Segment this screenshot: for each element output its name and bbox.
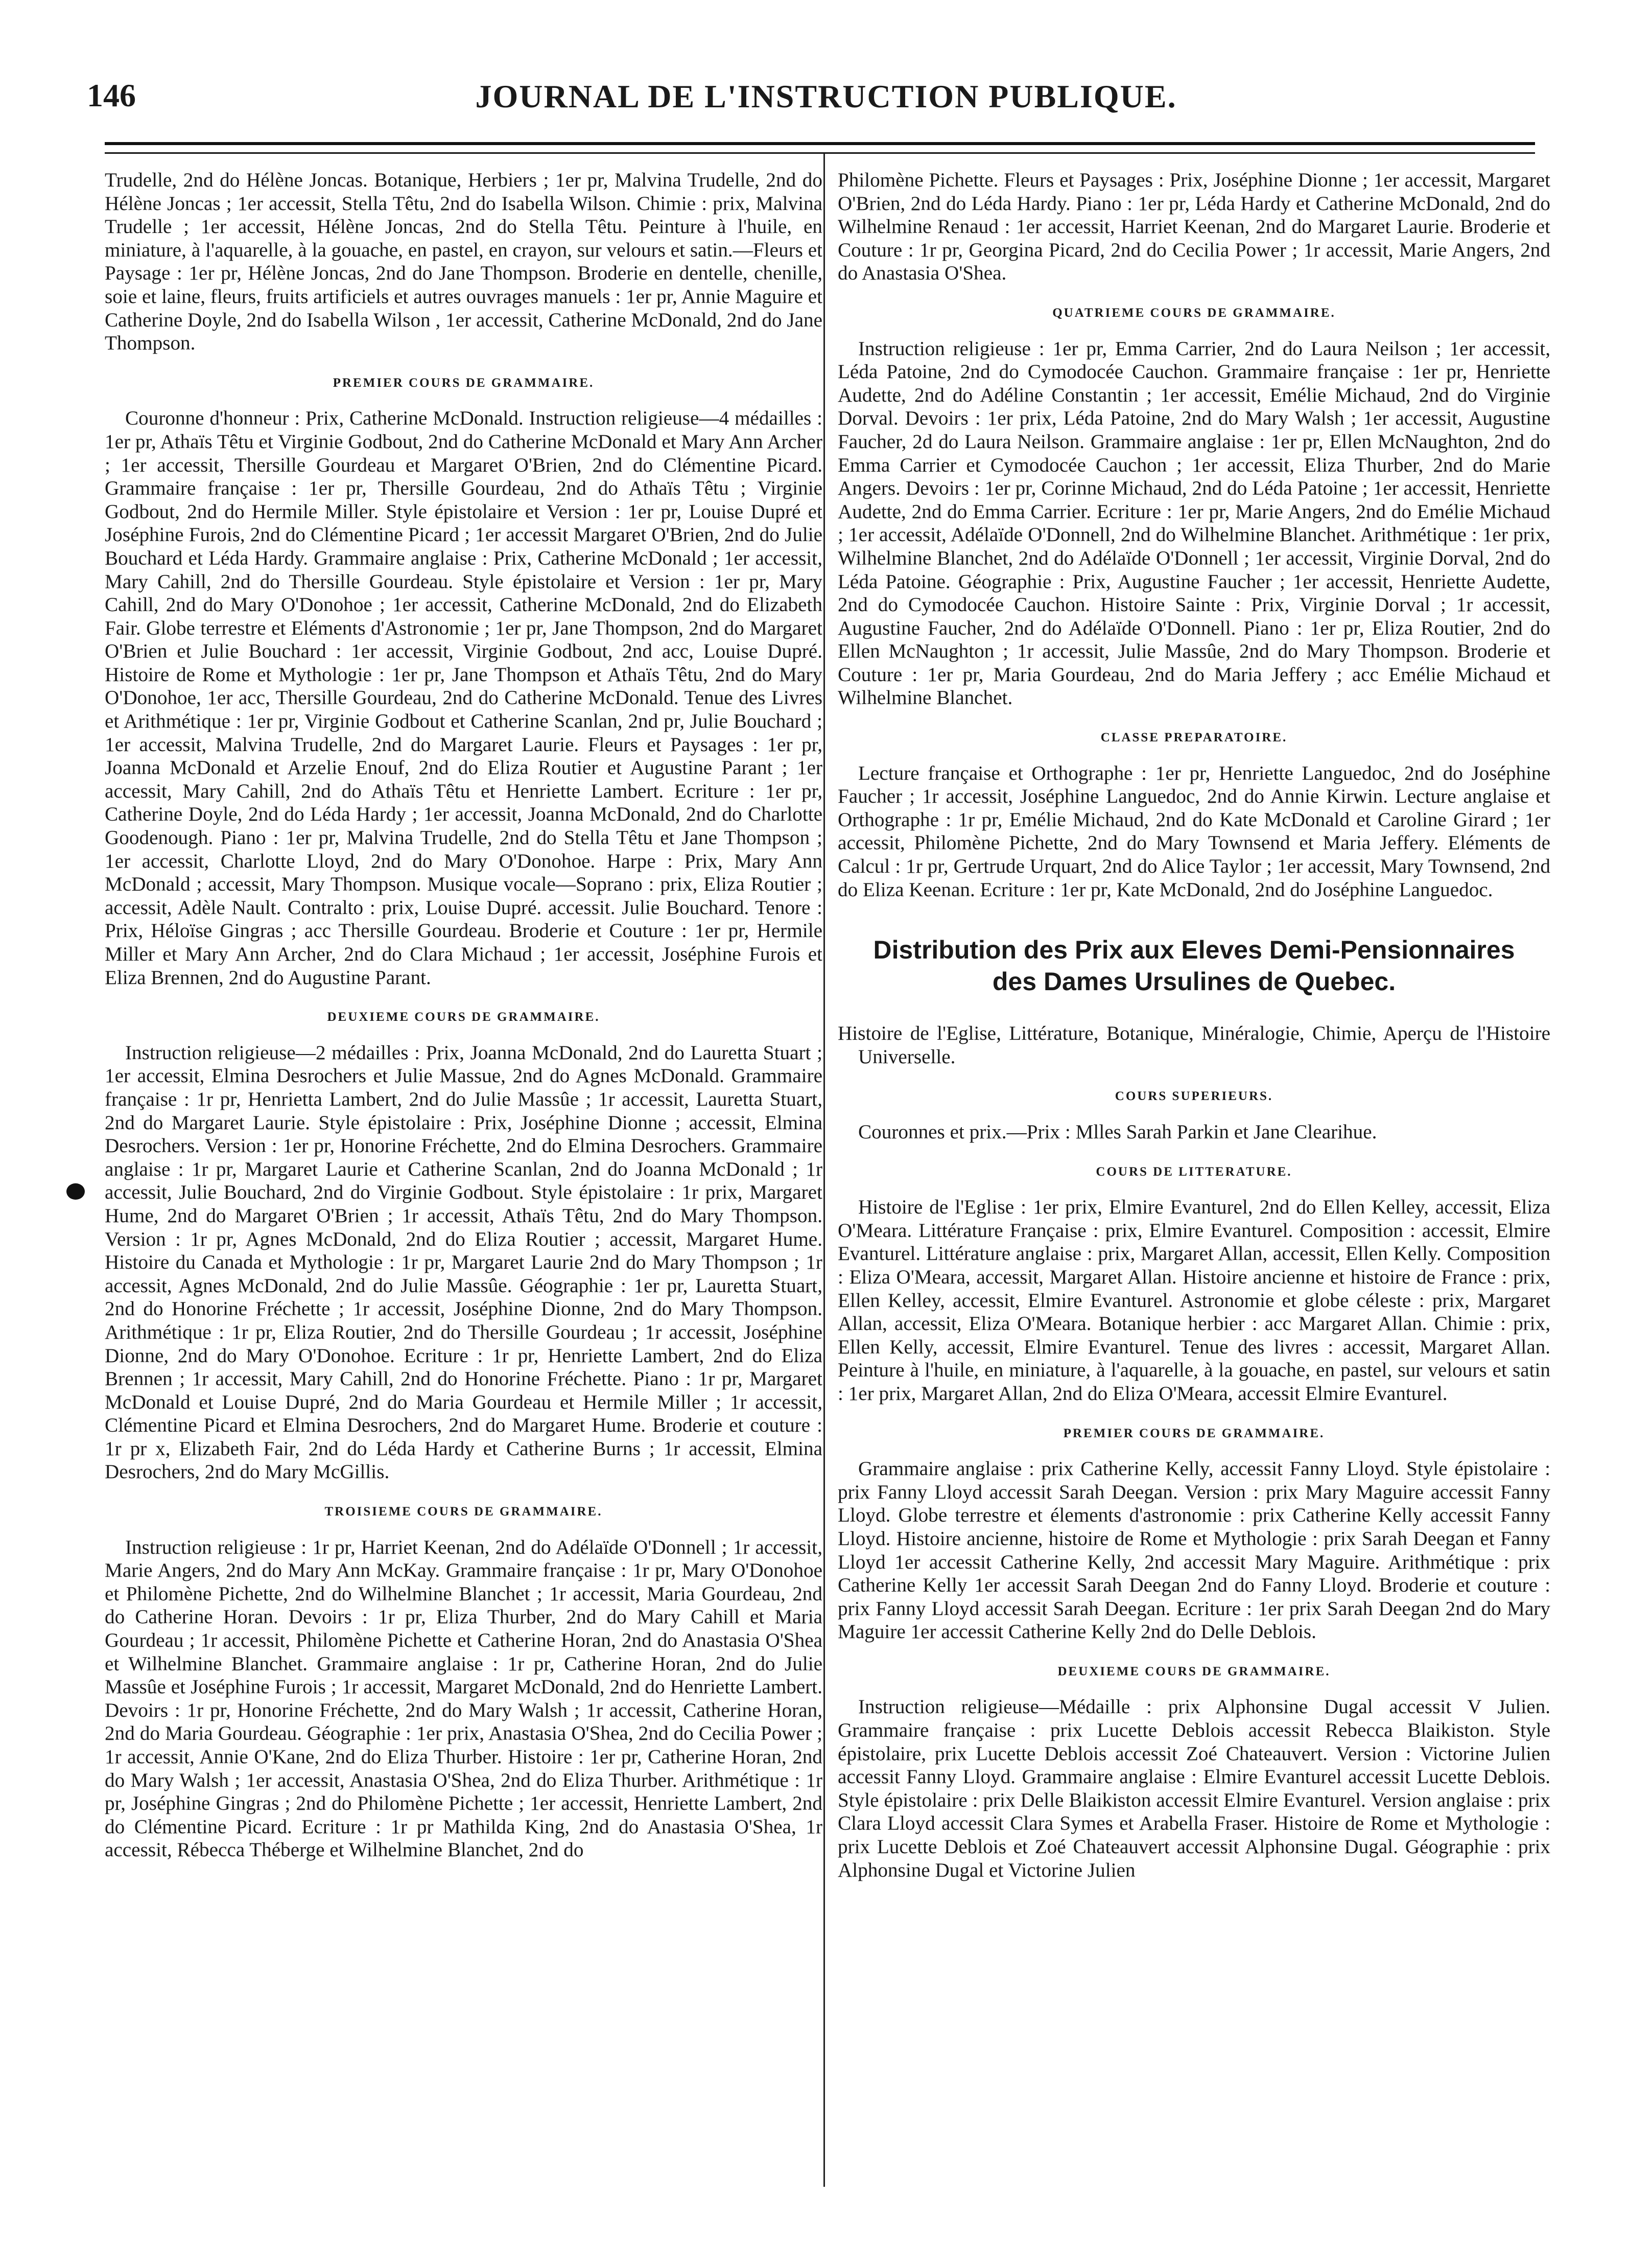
section-heading: TROISIEME COURS DE GRAMMAIRE. <box>324 1505 603 1519</box>
paragraph: Couronnes et prix.—Prix : Mlles Sarah Parkin et Jane Clearihue. <box>858 1121 1377 1143</box>
paragraph: Trudelle, 2nd do Hélène Joncas. Botanique, Herbiers ; 1er pr, Malvina Trudelle, 2nd do Hélène Joncas ; 1er accessit, Stella Têtu, 2nd do Isabella Wilson. Chimie : prix, Malvina Trudelle ; 1er accessit, Hélène Joncas, 2nd do Stella Têtu. Peinture à l'huile, en miniature, à l'aquarelle, à la gouache, en pastel, en crayon, sur velours et satin.—Fleurs et Paysage : 1er pr, Hélène Joncas, 2nd do Jane Thompson. Broderie en dentelle, chenille, soie et laine, fleurs, fruits artificiels et autres ouvrages manuels : 1er pr, Annie Maguire et Catherine Doyle, 2nd do Isabella Wilson , 1er accessit, Catherine McDonald, 2nd do Jane Thompson. <box>105 169 822 355</box>
section-heading: CLASSE PREPARATOIRE. <box>1100 731 1288 745</box>
section-heading: COURS SUPERIEURS. <box>1115 1089 1273 1104</box>
paragraph: Histoire de l'Eglise : 1er prix, Elmire Evanturel, 2nd do Ellen Kelley, accessit, Eliza O'Meara. Littérature Française : prix, Elmire Evanturel. Composition : accessit, Elmire Evanturel. Littérature anglaise : prix, Margaret Allan, accessit, Ellen Kelly. Composition : Eliza O'Meara, accessit, Margaret Allan. Histoire ancienne et histoire de France : prix, Ellen Kelley, accessit, Elmire Evanturel. Astronomie et globe céleste : prix, Margaret Allan, accessit, Eliza O'Meara. Botanique herbier : acc Margaret Allan. Chimie : prix, Ellen Kelly, accessit, Elmire Evanturel. Tenue des livres : accessit, Margaret Allan. Peinture à l'huile, en miniature, à l'aquarelle, à la gouache, en pastel, sur velours et satin : 1er prix, Margaret Allan, 2nd do Eliza O'Meara, accessit Elmire Evanturel. <box>838 1196 1550 1405</box>
article-title <box>838 934 1550 997</box>
paragraph: Grammaire anglaise : prix Catherine Kelly, accessit Fanny Lloyd. Style épistolaire : prix Fanny Lloyd accessit Sarah Deegan. Version : prix Mary Maguire accessit Fanny Lloyd. Globe terrestre et élements d'astronomie : prix Catherine Kelly accessit Fanny Lloyd. Histoire ancienne, histoire de Rome et Mythologie : prix Sarah Deegan et Fanny Lloyd 1er accessit Catherine Kelly, 2nd accessit Mary Maguire. Arithmétique : prix Catherine Kelly 1er accessit Sarah Deegan 2nd do Fanny Lloyd. Broderie et couture : prix Fanny Lloyd accessit Sarah Deegan. Ecriture : 1er prix Sarah Deegan 2nd do Mary Maguire 1er accessit Catherine Kelly 2nd do Delle Deblois. <box>838 1458 1550 1643</box>
page-number: 146 <box>87 77 136 113</box>
running-head: JOURNAL DE L'INSTRUCTION PUBLIQUE. <box>475 78 1177 114</box>
paragraph: Philomène Pichette. Fleurs et Paysages : Prix, Joséphine Dionne ; 1er accessit, Margaret O'Brien, 2nd do Léda Hardy. Piano : 1er pr, Léda Hardy et Catherine McDonald, 2nd do Wilhelmine Renaud : 1er accessit, Harriet Keenan, 2nd do Margaret Laurie. Broderie et Couture : 1r pr, Georgina Picard, 2nd do Cecilia Power ; 1r accessit, Marie Angers, 2nd do Anastasia O'Shea. <box>838 169 1550 285</box>
section-heading: PREMIER COURS DE GRAMMAIRE. <box>333 376 595 390</box>
section-heading: QUATRIEME COURS DE GRAMMAIRE. <box>1052 306 1336 320</box>
article-title-line: des Dames Ursulines de Quebec. <box>992 967 1396 996</box>
article-title-line: Distribution des Prix aux Eleves Demi-Pensionnaires <box>873 936 1515 965</box>
subject-list: Histoire de l'Eglise, Littérature, Botanique, Minéralogie, Chimie, Aperçu de l'Histoire Universelle. <box>838 1022 1550 1068</box>
paragraph: Instruction religieuse : 1r pr, Harriet Keenan, 2nd do Adélaïde O'Donnell ; 1r accessit, Marie Angers, 2nd do Mary Ann McKay. Grammaire française : 1r pr, Mary O'Donohoe et Philomène Pichette, 2nd do Wilhelmine Blanchet ; 1r accessit, Maria Gourdeau, 2nd do Catherine Horan. Devoirs : 1r pr, Eliza Thurber, 2nd do Mary Cahill et Maria Gourdeau ; 1r accessit, Philomène Pichette et Catherine Horan, 2nd do Anastasia O'Shea et Wilhelmine Blanchet. Grammaire anglaise : 1r pr, Catherine Horan, 2nd do Julie Massûe et Joséphine Furois ; 1r accessit, Margaret McDonald, 2nd do Henriette Lambert. Devoirs : 1r pr, Honorine Fréchette, 2nd do Mary Walsh ; 1r accessit, Catherine Horan, 2nd do Maria Gourdeau. Géographie : 1er prix, Anastasia O'Shea, 2nd do Cecilia Power ; 1r accessit, Annie O'Kane, 2nd do Eliza Thurber. Histoire : 1er pr, Catherine Horan, 2nd do Mary Walsh ; 1er accessit, Anastasia O'Shea, 2nd do Eliza Thurber. Arithmétique : 1r pr, Joséphine Gingras ; 2nd do Philomène Pichette ; 1er accessit, Henriette Lambert, 2nd do Clémentine Picard. Ecriture : 1r pr Mathilda King, 2nd do Anastasia O'Shea, 1r accessit, Rébecca Théberge et Wilhelmine Blanchet, 2nd do <box>105 1536 822 1861</box>
right-column <box>838 169 1550 1882</box>
paragraph: Instruction religieuse : 1er pr, Emma Carrier, 2nd do Laura Neilson ; 1er accessit, Léda Patoine, 2nd do Cymodocée Cauchon. Grammaire française : 1er pr, Henriette Audette, 2nd do Adéline Constantin ; 1er accessit, Emélie Michaud, 2nd do Virginie Dorval. Devoirs : 1er prix, Léda Patoine, 2nd do Mary Walsh ; 1er accessit, Augustine Faucher, 2d do Laura Neilson. Grammaire anglaise : 1er pr, Ellen McNaughton, 2nd do Emma Carrier et Cymodocée Cauchon ; 1er accessit, Eliza Thurber, 2nd do Marie Angers. Devoirs : 1er pr, Corinne Michaud, 2nd do Léda Patoine ; 1er accessit, Henriette Audette, 2nd do Emma Carrier. Ecriture : 1er pr, Marie Angers, 2nd do Emélie Michaud ; 1er accessit, Adélaïde O'Donnell, 2nd do Wilhelmine Blanchet. Arithmétique : 1er prix, Wilhelmine Blanchet, 2nd do Adélaïde O'Donnell ; 1er accessit, Virginie Dorval, 2nd do Léda Patoine. Géographie : Prix, Augustine Faucher ; 1er accessit, Henriette Audette, 2nd do Cymodocée Cauchon. Histoire Sainte : Prix, Virginie Dorval ; 1r accessit, Augustine Faucher, 2nd do Adélaïde O'Donnell. Piano : 1er pr, Eliza Routier, 2nd do Ellen McNaughton ; 1r accessit, Julie Massûe, 2nd do Mary Thompson. Broderie et Couture : 1er pr, Maria Gourdeau, 2nd do Maria Jeffery ; acc Emélie Michaud et Wilhelmine Blanchet. <box>838 337 1550 709</box>
paragraph: Couronne d'honneur : Prix, Catherine McDonald. Instruction religieuse—4 médailles : 1er pr, Athaïs Têtu et Virginie Godbout, 2nd do Catherine McDonald et Mary Ann Archer ; 1er accessit, Thersille Gourdeau et Margaret O'Brien, 2nd do Clémentine Picard. Grammaire française : 1er pr, Thersille Gourdeau, 2nd do Athaïs Têtu ; Virginie Godbout, 2nd do Hermile Miller. Style épistolaire et Version : 1er pr, Louise Dupré et Joséphine Furois, 2nd do Clémentine Picard ; 1er accessit Margaret O'Brien, 2nd do Julie Bouchard et Léda Hardy. Grammaire anglaise : Prix, Catherine McDonald ; 1er accessit, Mary Cahill, 2nd do Thersille Gourdeau. Style épistolaire et Version : 1er pr, Mary Cahill, 2nd do Mary O'Donohoe ; 1er accessit, Catherine McDonald, 2nd do Elizabeth Fair. Globe terrestre et Eléments d'Astronomie ; 1er pr, Jane Thompson, 2nd do Margaret O'Brien et Julie Bouchard : 1er accessit, Virginie Godbout, 2nd acc, Louise Dupré. Histoire de Rome et Mythologie : 1er pr, Jane Thompson et Athaïs Têtu, 2nd do Mary O'Donohoe, 1er acc, Thersille Gourdeau, 2nd do Catherine McDonald. Tenue des Livres et Arithmétique : 1er pr, Virginie Godbout et Catherine Scanlan, 2nd pr, Julie Bouchard ; 1er accessit, Malvina Trudelle, 2nd do Margaret Laurie. Fleurs et Paysages : 1er pr, Joanna McDonald et Arzelie Enouf, 2nd do Eliza Routier et Augustine Parant ; 1er accessit, Mary Cahill, 2nd do Athaïs Têtu et Henriette Lambert. Ecriture : 1er pr, Catherine Doyle, 2nd do Léda Hardy ; 1er accessit, Joanna McDonald, 2nd do Charlotte Goodenough. Piano : 1er pr, Malvina Trudelle, 2nd do Stella Têtu et Jane Thompson ; 1er accessit, Charlotte Lloyd, 2nd do Mary O'Donohoe. Harpe : Prix, Mary Ann McDonald ; accessit, Mary Thompson. Musique vocale—Soprano : prix, Eliza Routier ; accessit, Adèle Nault. Contralto : prix, Louise Dupré. accessit. Julie Bouchard. Tenore : Prix, Héloïse Gingras ; acc Thersille Gourdeau. Broderie et Couture : 1er pr, Hermile Miller et Mary Ann Archer, 2nd do Clara Michaud ; 1er accessit, Joséphine Furois et Eliza Brennen, 2nd do Augustine Parant. <box>105 407 822 989</box>
paragraph: Instruction religieuse—Médaille : prix Alphonsine Dugal accessit V Julien. Grammaire française : prix Lucette Deblois accessit Rebecca Blaikiston. Style épistolaire, prix Lucette Deblois accessit Zoé Chateauvert. Version : Victorine Julien accessit Fanny Lloyd. Grammaire anglaise : Elmire Evanturel accessit Lucette Deblois. Style épistolaire : prix Delle Blaikiston accessit Elmire Evanturel. Version anglaise : prix Clara Lloyd accessit Clara Symes et Arabella Fraser. Histoire de Rome et Mythologie : prix Lucette Deblois et Zoé Chateauvert accessit Alphonsine Dugal. Géographie : prix Alphonsine Dugal et Victorine Julien <box>838 1696 1550 1881</box>
section-heading: DEUXIEME COURS DE GRAMMAIRE. <box>327 1010 600 1024</box>
section-heading: PREMIER COURS DE GRAMMAIRE. <box>1063 1426 1325 1440</box>
header-rule <box>105 142 1535 154</box>
section-heading: DEUXIEME COURS DE GRAMMAIRE. <box>1057 1664 1331 1678</box>
margin-ink-dot <box>66 1183 85 1200</box>
section-heading: COURS DE LITTERATURE. <box>1096 1164 1292 1179</box>
paragraph: Instruction religieuse—2 médailles : Prix, Joanna McDonald, 2nd do Lauretta Stuart ; 1er accessit, Elmina Desrochers et Julie Massue, 2nd do Agnes McDonald. Grammaire française : 1r pr, Henrietta Lambert, 2nd do Julie Massûe ; 1r accessit, Lauretta Stuart, 2nd do Margaret Laurie. Style épistolaire : Prix, Joséphine Dionne ; accessit, Elmina Desrochers. Version : 1er pr, Honorine Fréchette, 2nd do Elmina Desrochers. Grammaire anglaise : 1r pr, Margaret Laurie et Catherine Scanlan, 2nd do Joanna McDonald ; 1r accessit, Julie Bouchard, 2nd do Virginie Godbout. Style épistolaire : 1r prix, Margaret Hume, 2nd do Margaret O'Brien ; 1r accessit, Athaïs Têtu, 2nd do Mary Thompson. Version : 1r pr, Agnes McDonald, 2nd do Eliza Routier ; accessit, Margaret Hume. Histoire du Canada et Mythologie : 1r pr, Margaret Laurie 2nd do Mary Thompson ; 1r accessit, Agnes McDonald, 2nd do Julie Massûe. Géographie : 1er pr, Lauretta Stuart, 2nd do Honorine Fréchette ; 1r accessit, Joséphine Dionne, 2nd do Mary Thompson. Arithmétique : 1r pr, Eliza Routier, 2nd do Thersille Gourdeau ; 1r accessit, Joséphine Dionne, 2nd do Mary O'Donohoe. Ecriture : 1r pr, Henriette Lambert, 2nd do Eliza Brennen ; 1r accessit, Mary Cahill, 2nd do Honorine Fréchette. Piano : 1r pr, Margaret McDonald et Louise Dupré, 2nd do Maria Gourdeau et Hermile Miller ; 1r accessit, Clémentine Picard et Elmina Desrochers, 2nd do Margaret Hume. Broderie et couture : 1r pr x, Elizabeth Fair, 2nd do Léda Hardy et Catherine Burns ; 1r accessit, Elmina Desrochers, 2nd do Mary McGillis. <box>105 1041 822 1483</box>
column-divider <box>823 153 825 2187</box>
paragraph: Lecture française et Orthographe : 1er pr, Henriette Languedoc, 2nd do Joséphine Faucher ; 1r accessit, Joséphine Languedoc, 2nd do Annie Kirwin. Lecture anglaise et Orthographe : 1r pr, Emélie Michaud, 2nd do Kate McDonald et Caroline Girard ; 1er accessit, Philomène Pichette, 2nd do Mary Townsend et Maria Jeffery. Eléments de Calcul : 1r pr, Gertrude Urquart, 2nd do Alice Taylor ; 1er accessit, Mary Townsend, 2nd do Eliza Keenan. Ecriture : 1er pr, Kate McDonald, 2nd do Joséphine Languedoc. <box>838 762 1550 901</box>
left-column <box>105 169 822 1862</box>
